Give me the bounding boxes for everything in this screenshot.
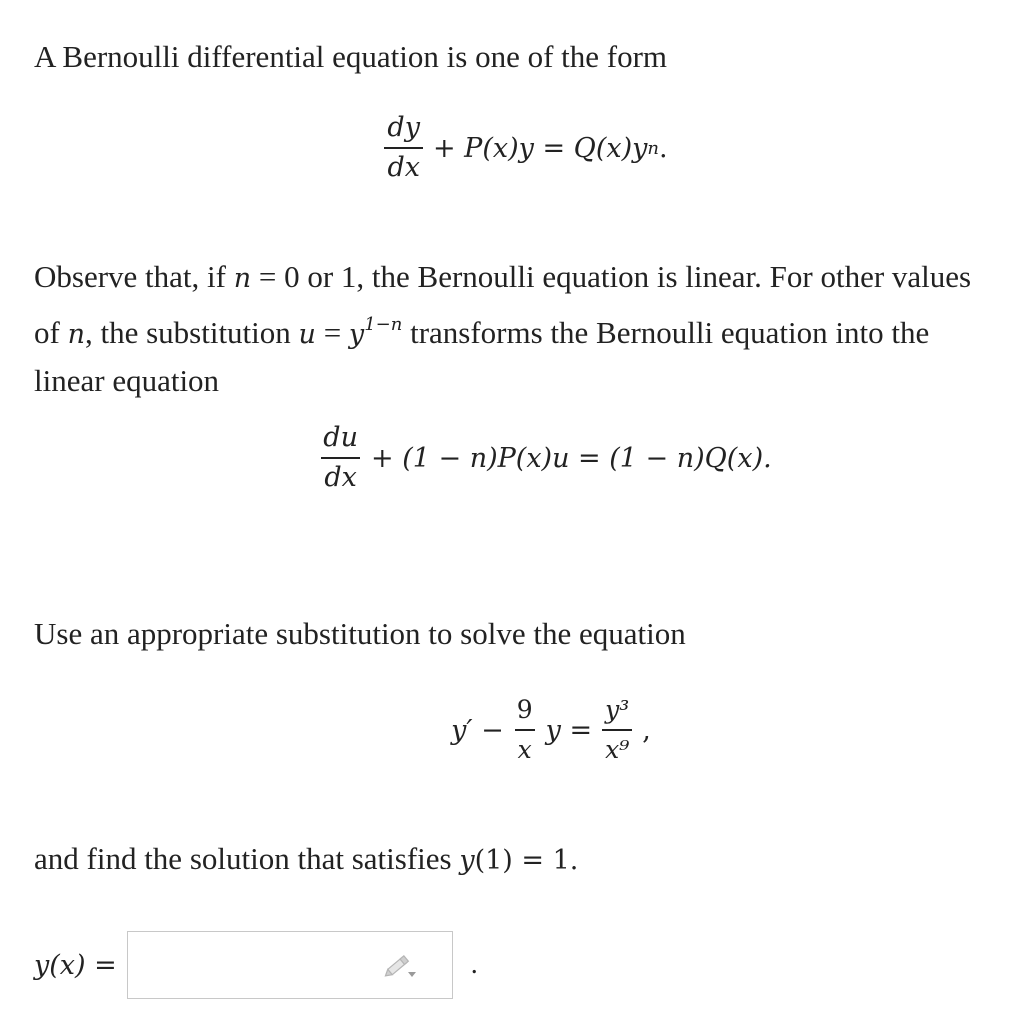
instruction-text: Use an appropriate substitution to solve the equation [34, 616, 686, 651]
intro-text: A Bernoulli differential equation is one of the form [34, 39, 668, 74]
dy-dx-fraction: $\frac{dy}{dx}$ [384, 113, 423, 183]
nine-over-x-fraction: $\frac{9}{x}$ [514, 695, 536, 765]
answer-label: y(x) = [34, 949, 117, 981]
pencil-icon[interactable] [384, 952, 418, 980]
observe-paragraph: Observe that, if n = 0 or 1, the Bernoulli equation is linear. For other values of n, the substitution $u = y^{1-n}$ transforms the Bernoulli equation into the linear equation [34, 259, 972, 398]
answer-input[interactable] [134, 938, 378, 994]
y3-over-x9-fraction: $\frac{\text{y³}}{\text{x⁹}}$ [602, 695, 632, 765]
problem-equation: y′ − $\frac{9}{x}$ y = $\frac{\text{y³}}{\text{x⁹}}$ , [451, 695, 651, 764]
answer-row [34, 930, 478, 1000]
answer-box[interactable] [127, 931, 453, 999]
trailing-period: . [470, 949, 478, 980]
du-dx-fraction: $\frac{du}{dx}$ [323, 422, 358, 493]
condition-text: and find the solution that satisfies y(1) = 1. [34, 841, 579, 876]
linear-transformed-equation: $\frac{du}{dx}$ + (1 − n)P(x)u = (1 − n)Q(x). [0, 418, 1022, 498]
bernoulli-general-equation: $\frac{dy}{dx}$ + P(x)y = Q(x)y n . [0, 108, 1022, 188]
